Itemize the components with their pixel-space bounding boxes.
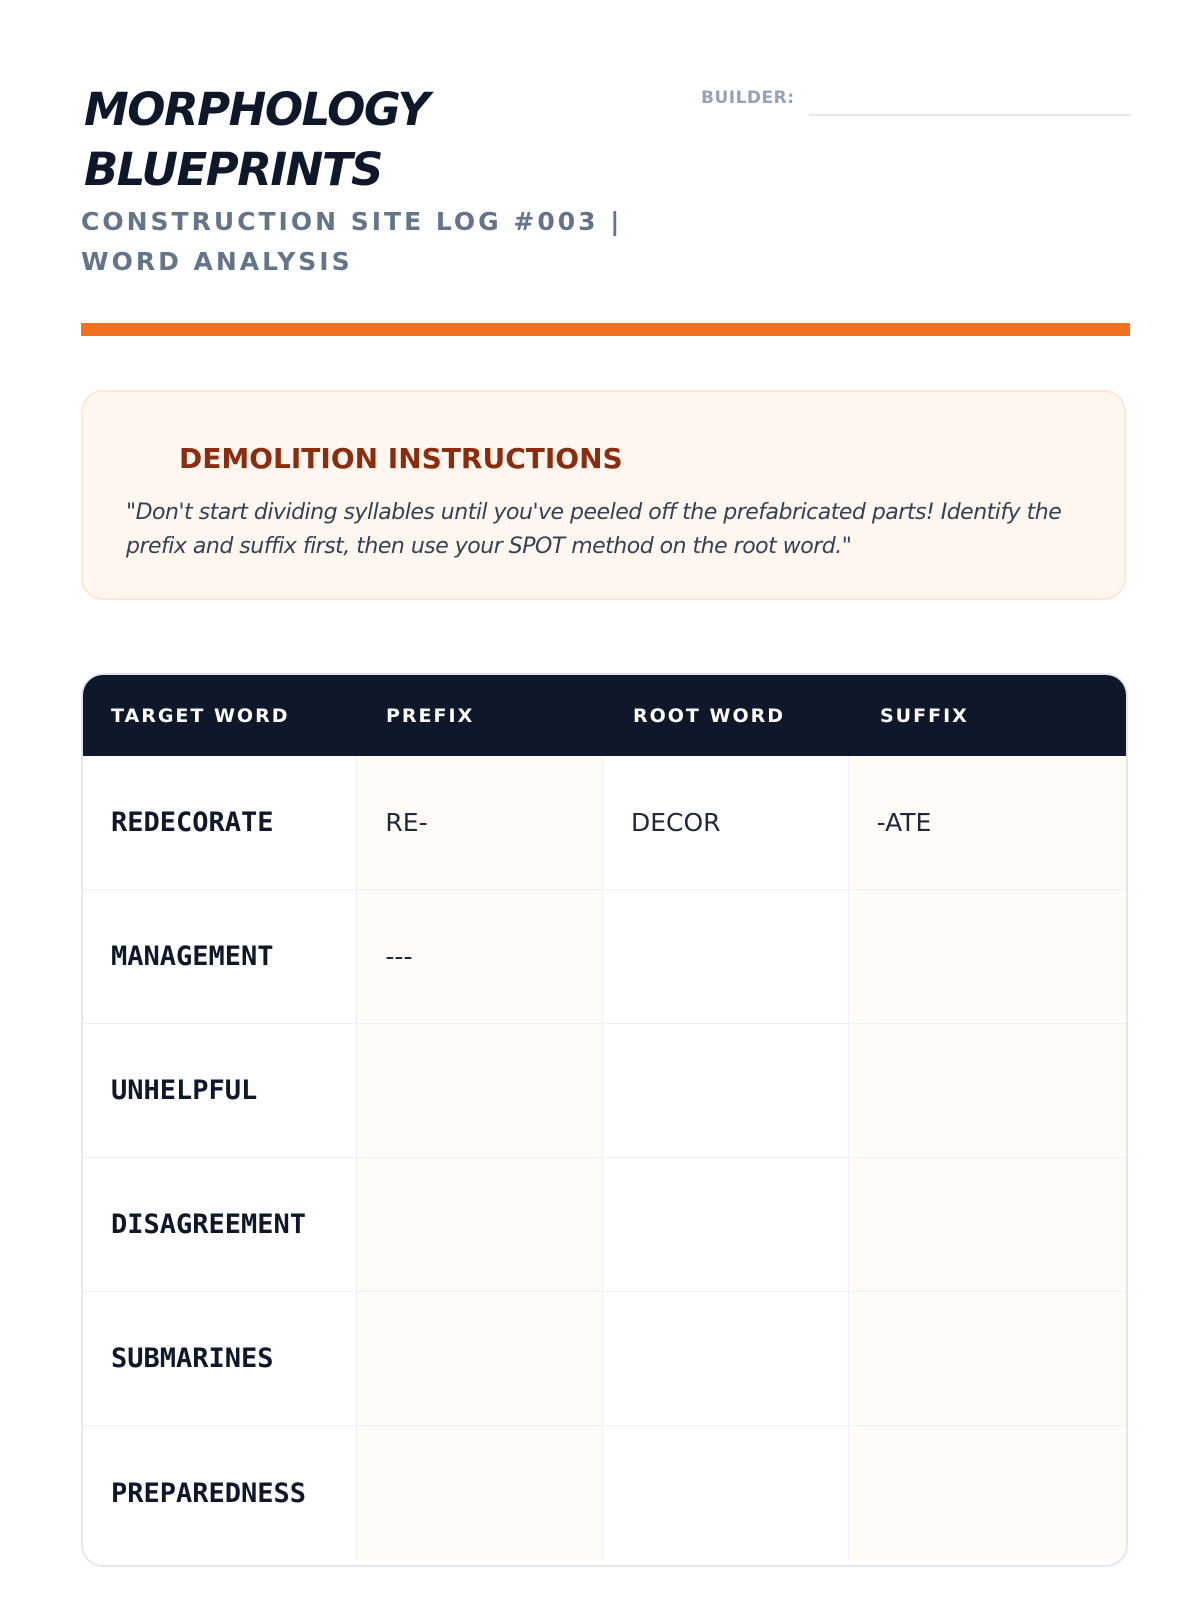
prefix-cell[interactable]: --- bbox=[356, 890, 602, 1023]
prefix-cell[interactable]: RE- bbox=[356, 756, 602, 889]
table-row bbox=[83, 756, 1126, 890]
root-word-cell[interactable] bbox=[602, 1158, 848, 1291]
root-word-cell[interactable] bbox=[602, 1024, 848, 1157]
header-target-word: TARGET WORD bbox=[111, 704, 290, 727]
table-header bbox=[83, 675, 1126, 756]
worksheet-header bbox=[81, 0, 1130, 330]
target-word-cell: MANAGEMENT bbox=[111, 941, 274, 972]
accent-divider bbox=[81, 323, 1130, 336]
prefix-cell[interactable] bbox=[356, 1024, 602, 1157]
suffix-cell[interactable] bbox=[848, 890, 1126, 1023]
suffix-cell[interactable]: -ATE bbox=[848, 756, 1126, 889]
builder-field bbox=[701, 88, 1131, 108]
table-row bbox=[83, 1024, 1126, 1158]
root-word-cell[interactable]: DECOR bbox=[602, 756, 848, 889]
instructions-text: "Don't start dividing syllables until you've peeled off the prefabricated parts! Identify the prefix and suffix first, then use your SPOT method on the root word." bbox=[126, 500, 1062, 559]
word-analysis-table bbox=[81, 673, 1128, 1567]
target-word-cell: SUBMARINES bbox=[111, 1343, 274, 1374]
root-word-cell[interactable] bbox=[602, 890, 848, 1023]
page-title bbox=[84, 80, 429, 200]
suffix-cell[interactable] bbox=[848, 1426, 1126, 1560]
header-root-word: ROOT WORD bbox=[633, 704, 786, 727]
root-word-cell[interactable] bbox=[602, 1292, 848, 1425]
suffix-cell[interactable] bbox=[848, 1158, 1126, 1291]
title-line-1: MORPHOLOGY bbox=[84, 83, 429, 136]
prefix-cell[interactable] bbox=[356, 1426, 602, 1560]
root-word-cell[interactable] bbox=[602, 1426, 848, 1560]
target-word-cell: DISAGREEMENT bbox=[111, 1209, 307, 1240]
suffix-cell[interactable] bbox=[848, 1024, 1126, 1157]
instructions-title: DEMOLITION INSTRUCTIONS bbox=[179, 442, 623, 475]
target-word-cell: REDECORATE bbox=[111, 807, 274, 838]
header-prefix: PREFIX bbox=[386, 704, 475, 727]
header-suffix: SUFFIX bbox=[880, 704, 969, 727]
worksheet-page bbox=[81, 0, 1130, 1509]
builder-label: BUILDER: bbox=[701, 88, 795, 108]
target-word-cell: PREPAREDNESS bbox=[111, 1477, 307, 1509]
page-subtitle: CONSTRUCTION SITE LOG #003 | WORD ANALYSIS bbox=[81, 207, 623, 276]
table-row bbox=[83, 1158, 1126, 1292]
prefix-cell[interactable] bbox=[356, 1292, 602, 1425]
table-row bbox=[83, 1426, 1126, 1560]
builder-input-line[interactable] bbox=[809, 114, 1131, 116]
suffix-cell[interactable] bbox=[848, 1292, 1126, 1425]
prefix-cell[interactable] bbox=[356, 1158, 602, 1291]
instructions-box bbox=[81, 390, 1126, 600]
table-row bbox=[83, 1292, 1126, 1426]
table-row bbox=[83, 890, 1126, 1024]
title-line-2: BLUEPRINTS bbox=[84, 143, 382, 196]
target-word-cell: UNHELPFUL bbox=[111, 1075, 258, 1106]
